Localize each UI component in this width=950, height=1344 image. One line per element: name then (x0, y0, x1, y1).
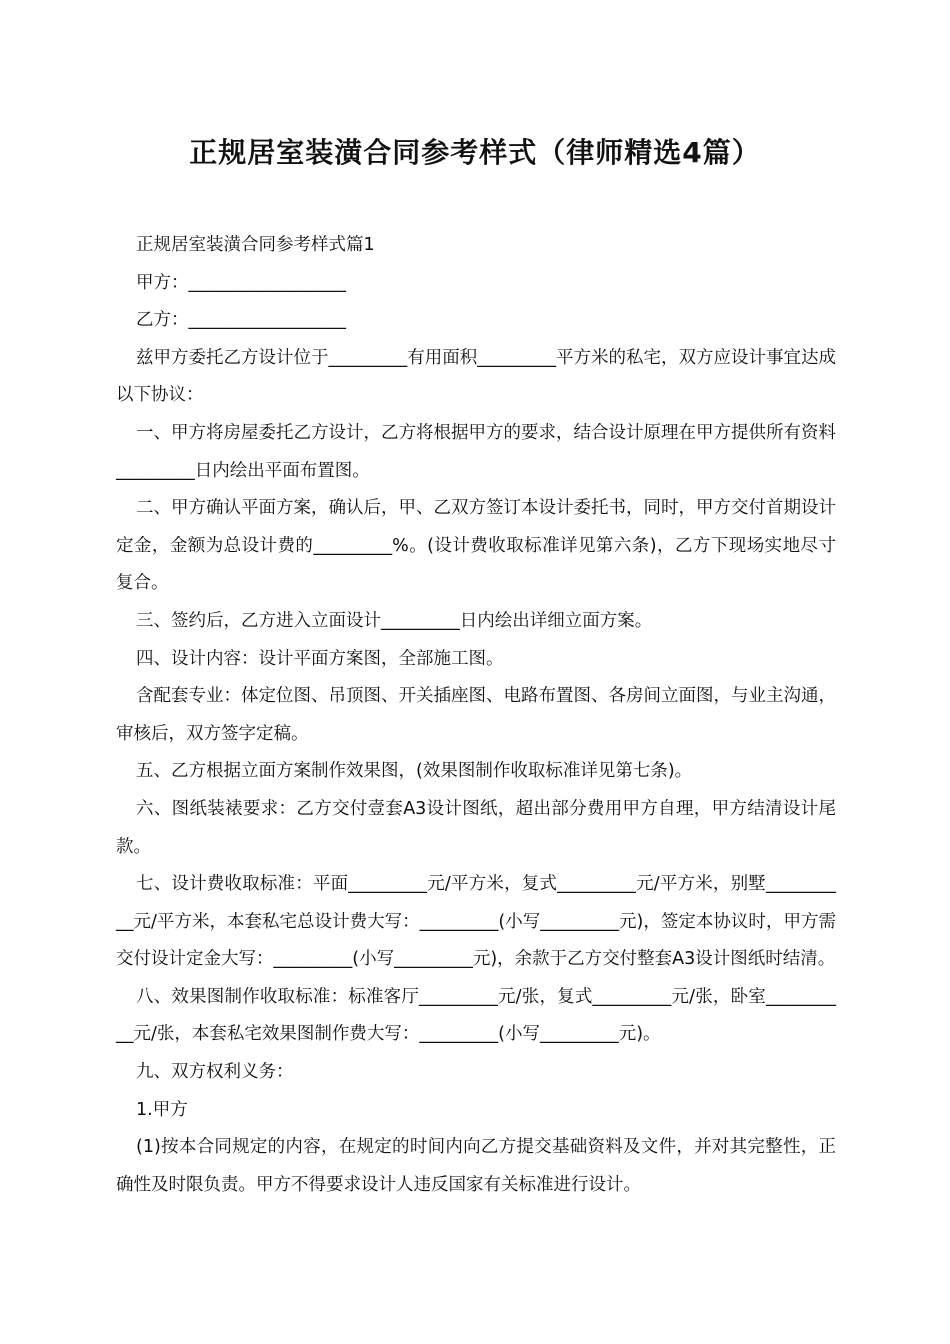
party-a-line: 甲方：__________________ (136, 272, 346, 293)
clause-9-party-a: 1.甲方 (136, 1099, 188, 1120)
clause-9-party-a-item-1: (1)按本合同规定的内容，在规定的时间内向乙方提交基础资料及文件，并对其完整性，正确性及时限负责。甲方不得要求设计人违反国家有关标准进行设计。 (116, 1137, 836, 1195)
document-body (116, 227, 836, 1204)
clause-9: 九、双方权利义务： (136, 1062, 294, 1083)
party-b-line: 乙方：__________________ (136, 310, 346, 331)
clause-7: 七、设计费收取标准：平面_________元/平方米，复式_________元/平方米，别墅__________元/平方米，本套私宅总设计费大写：_________(小写_________元)，签定本协议时，甲方需交付设计定金大写：_________(小写_________元)，余款于乙方交付整套A3设计图纸时结清。 (116, 874, 836, 970)
clause-1: 一、甲方将房屋委托乙方设计，乙方将根据甲方的要求，结合设计原理在甲方提供所有资料_________日内绘出平面布置图。 (116, 422, 836, 481)
section-heading: 正规居室装潢合同参考样式篇1 (136, 235, 375, 255)
clause-8: 八、效果图制作收取标准：标准客厅_________元/张，复式_________元/张，卧室__________元/张，本套私宅效果图制作费大写：_________(小写_________元)。 (116, 986, 836, 1045)
clause-4: 四、设计内容：设计平面方案图，全部施工图。 (136, 648, 504, 669)
preamble-paragraph: 兹甲方委托乙方设计位于_________有用面积_________平方米的私宅，双方应设计事宜达成以下协议： (116, 347, 836, 406)
clause-6: 六、图纸装裱要求：乙方交付壹套A3设计图纸，超出部分费用甲方自理，甲方结清设计尾款。 (116, 798, 836, 857)
clause-2: 二、甲方确认平面方案，确认后，甲、乙双方签订本设计委托书，同时，甲方交付首期设计定金，金额为总设计费的_________%。(设计费收取标准详见第六条)，乙方下现场实地尽寸复合。 (116, 498, 836, 594)
clause-4-detail: 含配套专业：体定位图、吊顶图、开关插座图、电路布置图、各房间立面图，与业主沟通，审核后，双方签字定稿。 (116, 686, 836, 744)
document-title: 正规居室装潢合同参考样式（律师精选4篇） (189, 136, 761, 169)
clause-3: 三、签约后，乙方进入立面设计_________日内绘出详细立面方案。 (136, 610, 653, 631)
clause-5: 五、乙方根据立面方案制作效果图，(效果图制作收取标准详见第七条)。 (136, 761, 693, 782)
